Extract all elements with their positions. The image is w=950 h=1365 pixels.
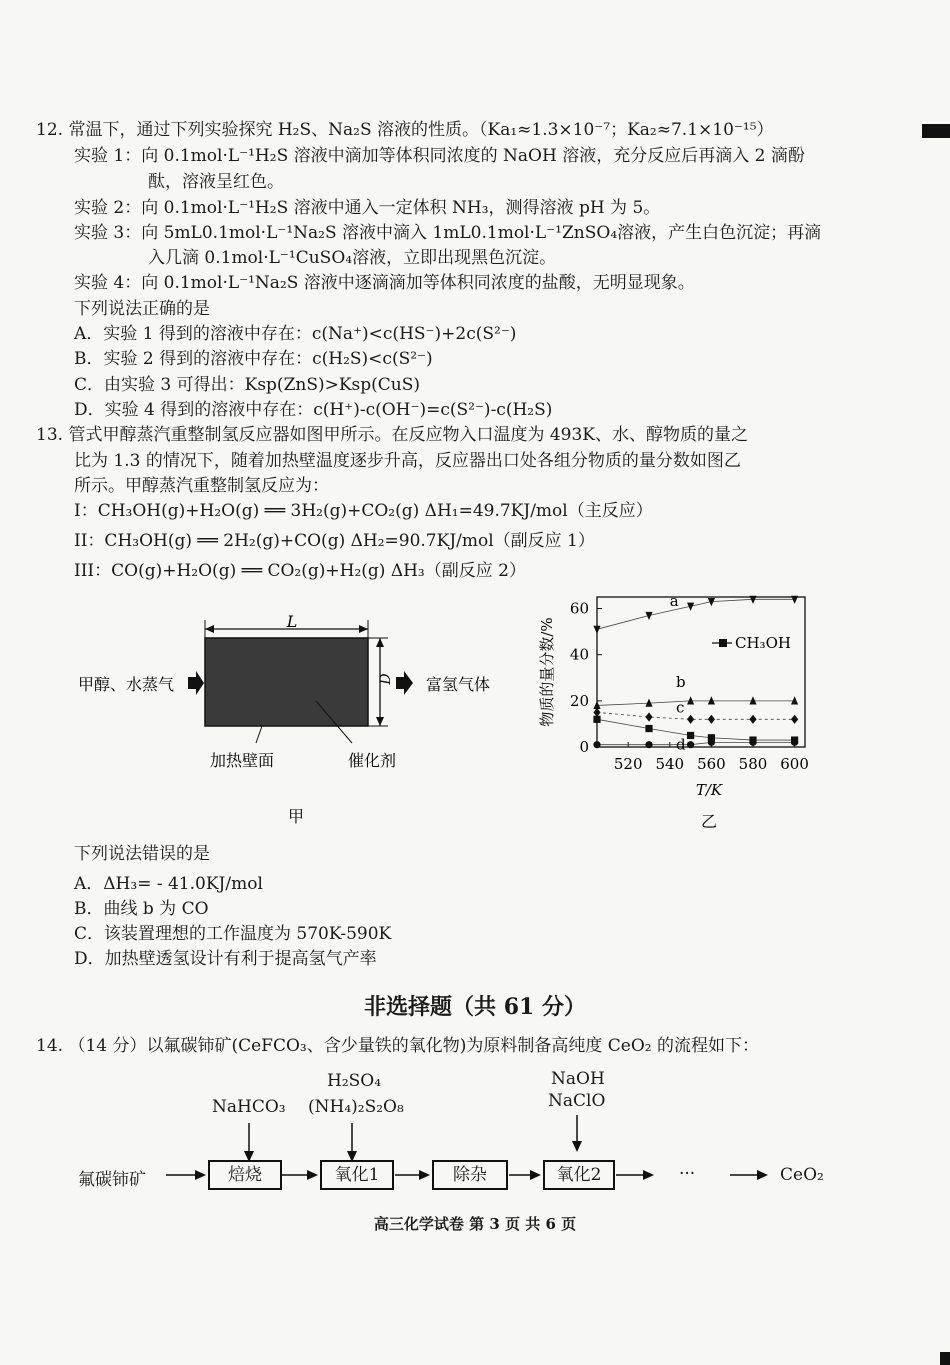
- legend-marker-square: [719, 639, 727, 647]
- q12-stem: 12. 常温下，通过下列实验探究 H₂S、Na₂S 溶液的性质。（Ka₁≈1.3×10⁻⁷；Ka₂≈7.1×10⁻¹⁵）: [36, 120, 774, 140]
- reagent-naclo: NaClO: [548, 1091, 606, 1111]
- right-arrow-icon: [307, 1170, 318, 1180]
- q13-question-text: 下列说法错误的是: [74, 844, 210, 864]
- series-label-b: b: [676, 673, 686, 691]
- flow-step-oxidation-2: 氧化2: [543, 1160, 615, 1190]
- series-label-c: c: [676, 698, 685, 717]
- series-label-a: a: [669, 592, 679, 611]
- legend-label: CH₃OH: [735, 634, 791, 652]
- reagent-naoh: NaOH: [551, 1069, 605, 1089]
- data-point-d: [749, 739, 756, 746]
- x-tick-label: 540: [655, 755, 685, 773]
- right-arrow-icon: [530, 1170, 541, 1180]
- figure-mole-fraction-chart: [530, 585, 830, 835]
- data-point-c: [593, 708, 600, 717]
- data-point-d: [687, 741, 694, 748]
- q12-exp1-line2: 酞，溶液呈红色。: [148, 172, 284, 192]
- data-point-c: [749, 715, 756, 724]
- data-point-b: [708, 696, 715, 704]
- chart-y-axis-label: 物质的量分数/%: [538, 617, 556, 727]
- data-point-b: [687, 696, 694, 704]
- q12-option-c: C．由实验 3 可得出：Ksp(ZnS)>Ksp(CuS): [74, 375, 421, 395]
- scan-edge-mark: [940, 1352, 950, 1365]
- x-tick-label: 600: [780, 755, 809, 773]
- right-arrow-icon: [419, 1170, 430, 1180]
- q12-option-b: B．实验 2 得到的溶液中存在：c(H₂S)<c(S²⁻): [74, 349, 433, 369]
- reactor-tube: [205, 638, 368, 726]
- q12-exp2: 实验 2：向 0.1mol·L⁻¹H₂S 溶液中通入一定体积 NH₃，测得溶液 pH 为 5。: [74, 198, 661, 218]
- data-point-d: [645, 741, 652, 748]
- scan-edge-mark: [922, 124, 950, 138]
- figure-b-caption: 乙: [700, 812, 718, 831]
- data-point-a: [593, 626, 600, 634]
- data-point-CH₃OH: [645, 725, 652, 732]
- figure-reactor-diagram: [70, 605, 510, 835]
- q13-option-d: D．加热壁透氢设计有利于提高氢气产率: [74, 949, 377, 969]
- q12-exp4: 实验 4：向 0.1mol·L⁻¹Na₂S 溶液中逐滴滴加等体积同浓度的盐酸，无明显现象。: [74, 273, 695, 293]
- section-title: 非选择题（共 61 分）: [364, 994, 586, 1020]
- data-point-CH₃OH: [687, 732, 694, 739]
- q12-question: 下列说法正确的是: [74, 299, 210, 319]
- series-line-a: [597, 599, 795, 629]
- data-point-c: [687, 715, 694, 724]
- right-arrow-icon: [643, 1170, 654, 1180]
- flow-step-impurity-removal: 除杂: [432, 1160, 508, 1190]
- data-point-b: [749, 696, 756, 704]
- series-label-d: d: [676, 735, 686, 754]
- figure-a-caption: 甲: [287, 807, 305, 826]
- length-label: L: [286, 612, 298, 631]
- x-tick-label: 560: [697, 755, 726, 773]
- down-arrow-icon: [572, 1141, 582, 1152]
- q13-stem-line1: 13. 管式甲醇蒸汽重整制氢反应器如图甲所示。在反应物入口温度为 493K、水、醇物质的量之: [36, 425, 748, 445]
- outlet-label: 富氢气体: [426, 675, 491, 694]
- right-arrow-icon: [757, 1170, 768, 1180]
- flow-start-label: 氟碳铈矿: [78, 1170, 146, 1190]
- q13-option-a: A．ΔH₃= - 41.0KJ/mol: [74, 874, 263, 894]
- q13-option-c: C．该装置理想的工作温度为 570K-590K: [74, 924, 392, 944]
- reagent-h2so4: H₂SO₄: [327, 1071, 382, 1091]
- flow-step-oxidation-1: 氧化1: [320, 1160, 394, 1190]
- diameter-label: D: [378, 673, 394, 685]
- reagent-persulfate: (NH₄)₂S₂O₈: [308, 1097, 404, 1117]
- data-point-c: [645, 712, 652, 721]
- q13-reaction-1: I：CH₃OH(g)+H₂O(g) ══ 3H₂(g)+CO₂(g) ΔH₁=49.7KJ/mol（主反应）: [74, 501, 653, 521]
- data-point-c: [791, 715, 798, 724]
- x-tick-label: 580: [738, 755, 768, 773]
- y-tick-label: 20: [569, 691, 589, 710]
- heating-wall-label: 加热壁面: [210, 751, 275, 770]
- data-point-CH₃OH: [593, 716, 600, 723]
- series-line-b: [597, 701, 795, 706]
- flow-step-roasting: 焙烧: [208, 1160, 282, 1190]
- q13-option-b: B．曲线 b 为 CO: [74, 899, 209, 919]
- right-arrow-icon: [195, 1170, 206, 1180]
- y-tick-label: 0: [579, 738, 589, 756]
- series-line-d: [597, 742, 795, 744]
- inlet-label: 甲醇、水蒸气: [78, 675, 175, 694]
- q12-exp3-line1: 实验 3：向 5mL0.1mol·L⁻¹Na₂S 溶液中滴入 1mL0.1mol·L⁻¹ZnSO₄溶液，产生白色沉淀；再滴: [74, 223, 822, 243]
- reagent-nahco3: NaHCO₃: [212, 1097, 286, 1117]
- q13-reaction-3: III：CO(g)+H₂O(g) ══ CO₂(g)+H₂(g) ΔH₃（副反应 2）: [74, 561, 526, 581]
- chart-x-axis-label: T/K: [695, 781, 723, 799]
- catalyst-label: 催化剂: [348, 751, 397, 770]
- q13-stem-line3: 所示。甲醇蒸汽重整制氢反应为：: [74, 476, 329, 496]
- data-point-a: [791, 596, 798, 604]
- q13-question: [74, 843, 210, 865]
- q12-option-a: A．实验 1 得到的溶液中存在：c(Na⁺)<c(HS⁻)+2c(S²⁻): [74, 324, 517, 344]
- flow-end-product: CeO₂: [780, 1165, 824, 1185]
- data-point-c: [708, 715, 715, 724]
- y-tick-label: 40: [569, 645, 589, 664]
- q14-stem: 14. （14 分）以氟碳铈矿(CeFCO₃、含少量铁的氧化物)为原料制备高纯度 CeO₂ 的流程如下：: [36, 1036, 759, 1056]
- q12-option-d: D．实验 4 得到的溶液中存在：c(H⁺)-c(OH⁻)=c(S²⁻)-c(H₂S): [74, 400, 553, 420]
- series-line-CH₃OH: [597, 719, 795, 740]
- data-point-b: [791, 696, 798, 704]
- q13-stem-line2: 比为 1.3 的情况下，随着加热壁温度逐步升高，反应器出口处各组分物质的量分数如图乙: [74, 451, 741, 471]
- q12-exp1-line1: 实验 1：向 0.1mol·L⁻¹H₂S 溶液中滴加等体积同浓度的 NaOH 溶液，充分反应后再滴入 2 滴酚: [74, 146, 805, 166]
- page-footer: 高三化学试卷 第 3 页 共 6 页: [373, 1215, 577, 1233]
- inlet-arrow-icon: [188, 671, 204, 695]
- y-tick-label: 60: [569, 599, 589, 618]
- data-point-d: [593, 741, 600, 748]
- data-point-d: [791, 739, 798, 746]
- outlet-arrow-icon: [396, 671, 413, 695]
- chart-series: [593, 592, 798, 753]
- chart-legend: [712, 634, 791, 652]
- data-point-d: [708, 739, 715, 746]
- x-tick-label: 520: [613, 755, 643, 773]
- q12-exp3-line2: 入几滴 0.1mol·L⁻¹CuSO₄溶液，立即出现黑色沉淀。: [148, 248, 557, 268]
- series-line-c: [597, 712, 795, 719]
- q13-reaction-2: II：CH₃OH(g) ══ 2H₂(g)+CO(g) ΔH₂=90.7KJ/mol（副反应 1）: [74, 531, 595, 551]
- flow-ellipsis: ···: [679, 1164, 696, 1184]
